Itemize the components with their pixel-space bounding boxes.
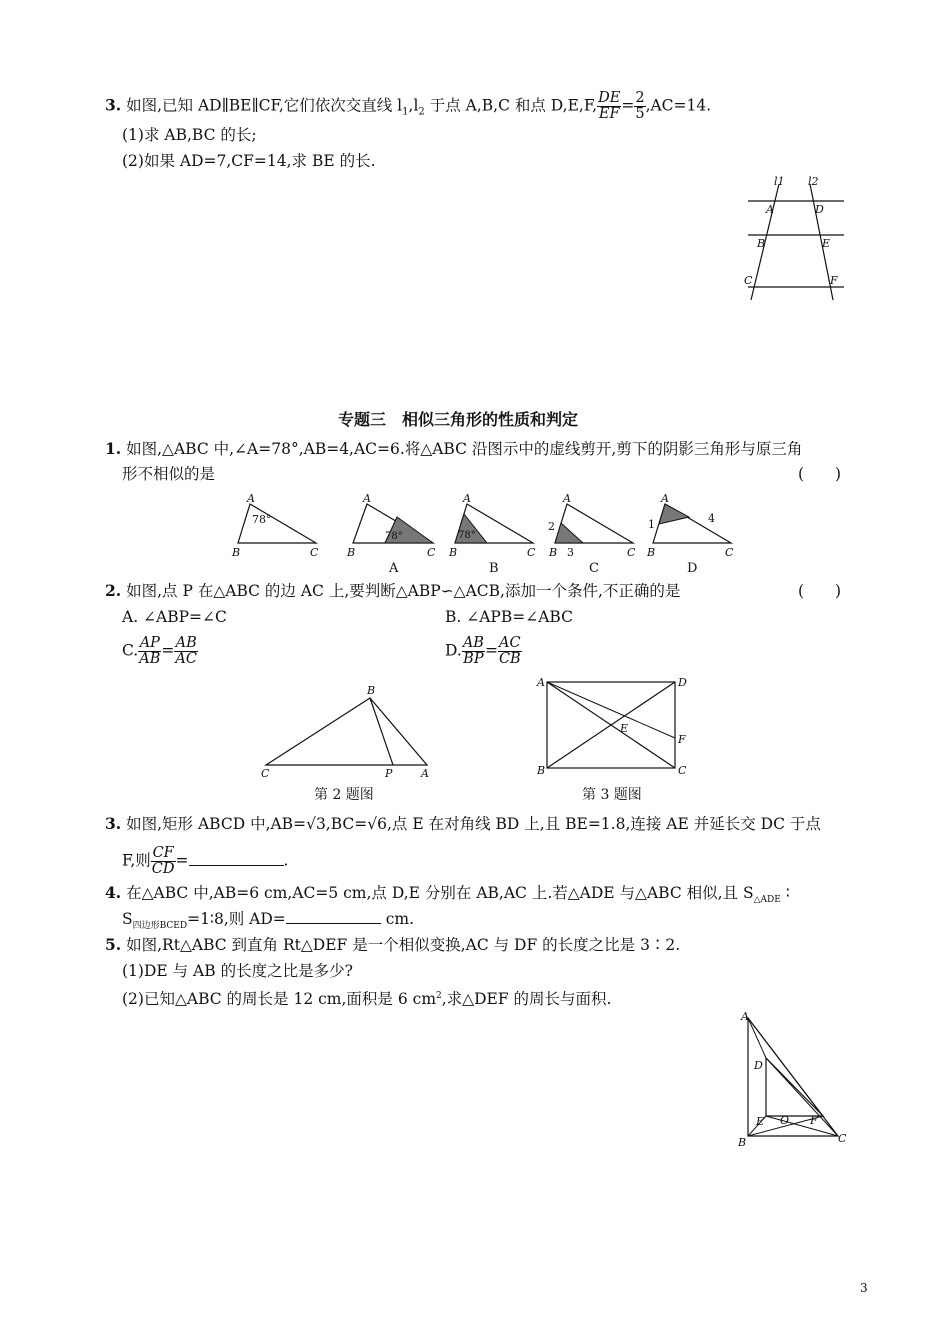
subscript: 四边形BCED [132,921,188,932]
question-number: 3. [105,814,122,833]
fraction [498,636,522,667]
vertex-a: A [247,492,255,505]
vertex-d: D [678,676,687,689]
question-number: 1. [105,439,122,458]
unit: cm. [380,910,415,928]
fraction [138,636,161,667]
fraction-denominator: 5 [635,106,645,122]
vertex-c: C [261,767,270,780]
fraction-numerator: CF [152,845,174,861]
vertex-d: D [754,1059,763,1072]
vertex-b: B [449,546,458,559]
q1-line2: 形不相似的是 [122,465,216,483]
vertex-b: B [347,546,356,559]
option-d [445,636,522,667]
q1-option-c-figure [547,490,647,575]
point-f: F [678,733,686,746]
fraction-numerator: 2 [635,90,645,106]
label-a: A [766,203,774,216]
sub-question-2: (2)如果 AD=7,CF=14,求 BE 的长. [122,152,376,170]
fraction-numerator: AP [139,635,160,651]
question-text: =1∶8,则 AD= [187,910,286,928]
q3-line2 [122,846,288,877]
q5-sub2 [122,986,611,1009]
equals-sign: = [161,641,175,660]
point-o: O [780,1114,790,1127]
fraction-numerator: AC [499,635,521,651]
stem-part: 如图,已知 AD∥BE∥CF,它们依次交直线 l [126,96,403,115]
vertex-b: B [537,764,546,777]
fraction [174,636,198,667]
stem-part: ,AC=14. [645,96,712,115]
question-text: 在△ABC 中,AB=6 cm,AC=5 cm,点 D,E 分别在 AB,AC 上.若△ADE 与△ABC 相似,且 S [126,884,754,902]
option-b: B. ∠APB=∠ABC [445,608,573,626]
q5-figure [735,1008,850,1148]
option-letter: A [389,561,399,576]
vertex-a: A [363,492,371,505]
vertex-b: B [738,1136,747,1149]
q1-option-b-figure [447,490,547,575]
sub-question-1: (1)求 AB,BC 的长; [122,126,257,144]
vertex-a: A [563,492,571,505]
section-title: 专题三 相似三角形的性质和判定 [338,410,579,429]
vertex-f: F [810,1114,818,1127]
angle-label: 78° [458,530,476,541]
answer-blank[interactable] [189,851,284,866]
q5-sub1: (1)DE 与 AB 的长度之比是多少? [122,962,353,980]
superscript: 2 [436,991,442,1001]
question-text: (2)已知△ABC 的周长是 12 cm,面积是 6 cm [122,990,437,1009]
vertex-b: B [232,546,241,559]
angle-label: 78° [252,513,272,526]
fraction-denominator: AC [175,651,197,667]
question-text: 如图,△ABC 中,∠A=78°,AB=4,AC=6.将△ABC 沿图示中的虚线剪开,剪下的阴影三角形与原三角 [126,440,803,458]
equals-sign: = [621,96,635,115]
option-letter: B [489,561,499,576]
vertex-a: A [741,1010,749,1023]
equals-sign: = [175,851,189,870]
subscript: △ADE [753,895,781,906]
q1-option-a-figure [345,490,445,575]
answer-blank[interactable] [286,909,381,924]
fraction-denominator: BP [463,651,484,667]
vertex-c: C [427,546,436,559]
option-c [122,636,198,667]
q5-line1 [105,935,680,955]
ratio-sign: ∶ [780,884,790,902]
fraction-denominator: CD [151,861,175,877]
q1-line1 [105,439,802,459]
ratio-fraction [597,91,621,122]
fraction-numerator: AB [175,635,197,651]
length-label: 3 [567,546,574,559]
fraction-denominator: AB [139,651,161,667]
fraction-numerator: DE [598,90,621,106]
q3-figure [535,672,695,780]
fraction-denominator: CB [498,651,521,667]
fraction [462,636,485,667]
fraction-numerator: AB [462,635,484,651]
label-l1: l1 [774,175,785,188]
vertex-c: C [678,764,687,777]
answer-bracket: ( ) [798,582,842,600]
q4-line1 [105,883,790,910]
vertex-b: B [549,546,558,559]
figure-caption: 第 3 题图 [582,787,642,803]
length-label: 4 [708,512,715,525]
question-number: 4. [105,883,122,902]
question-text: F,则 [122,851,151,870]
q1-original-triangle [230,490,325,560]
q3-line1 [105,814,821,834]
equals-sign: = [484,641,498,660]
label-c: C [744,274,753,287]
label-d: D [815,203,824,216]
point-e: E [620,722,629,735]
option-label: D. [445,641,462,660]
question-text: ,求△DEF 的周长与面积. [441,990,612,1009]
top-problem-stem: 3. 如图,已知 AD∥BE∥CF,它们依次交直线 $l_1,l_2$ 于点 A,B,C 和点 D,E,F, $\frac{DE}{EF}$ = $\frac{2}{5}$ ,AC=14. [105,90,712,122]
vertex-c: C [838,1132,847,1145]
option-letter: C [589,561,599,576]
q2-stem [105,581,680,601]
parallel-lines-figure [740,172,850,307]
vertex-a: A [537,676,545,689]
vertex-b: B [367,684,376,697]
label-b: B [757,237,766,250]
question-text: 如图,矩形 ABCD 中,AB=√3,BC=√6,点 E 在对角线 BD 上,且 BE=1.8,连接 AE 并延长交 DC 于点 [126,815,821,833]
problem-number: 3. [105,95,122,115]
option-label: C. [122,641,139,660]
vertex-a: A [661,492,669,505]
vertex-a: A [421,767,429,780]
label-f: F [830,274,838,287]
q4-line2 [122,909,414,936]
option-a: A. ∠ABP=∠C [122,608,227,626]
question-number: 2. [105,581,122,600]
vertex-c: C [310,546,319,559]
q2-figure [255,680,440,780]
question-number: 5. [105,935,122,954]
point-p: P [385,767,393,780]
vertex-c: C [627,546,636,559]
vertex-e: E [756,1115,765,1128]
vertex-c: C [725,546,734,559]
ratio-fraction [634,91,645,122]
angle-label: 78° [385,531,403,542]
stem-part: ,l [408,96,419,115]
vertex-b: B [647,546,656,559]
answer-bracket: ( ) [798,465,842,483]
fraction [151,846,176,877]
question-text: 如图,Rt△ABC 到直角 Rt△DEF 是一个相似变换,AC 与 DF 的长度之比是 3∶2. [126,936,681,954]
stem-part: 于点 A,B,C 和点 D,E,F, [424,96,598,115]
question-text: 如图,点 P 在△ABC 的边 AC 上,要判断△ABP∽△ACB,添加一个条件,不正确的是 [126,582,681,600]
label-e: E [822,237,831,250]
page-number: 3 [860,1281,868,1295]
vertex-c: C [527,546,536,559]
length-label: 2 [548,520,555,533]
q1-option-d-figure [645,490,745,575]
question-text: S [122,910,133,928]
length-label: 1 [648,518,655,531]
period: . [283,851,289,870]
option-letter: D [687,561,698,576]
fraction-denominator: EF [598,106,620,122]
vertex-a: A [463,492,471,505]
figure-caption: 第 2 题图 [314,787,374,803]
label-l2: l2 [808,175,819,188]
